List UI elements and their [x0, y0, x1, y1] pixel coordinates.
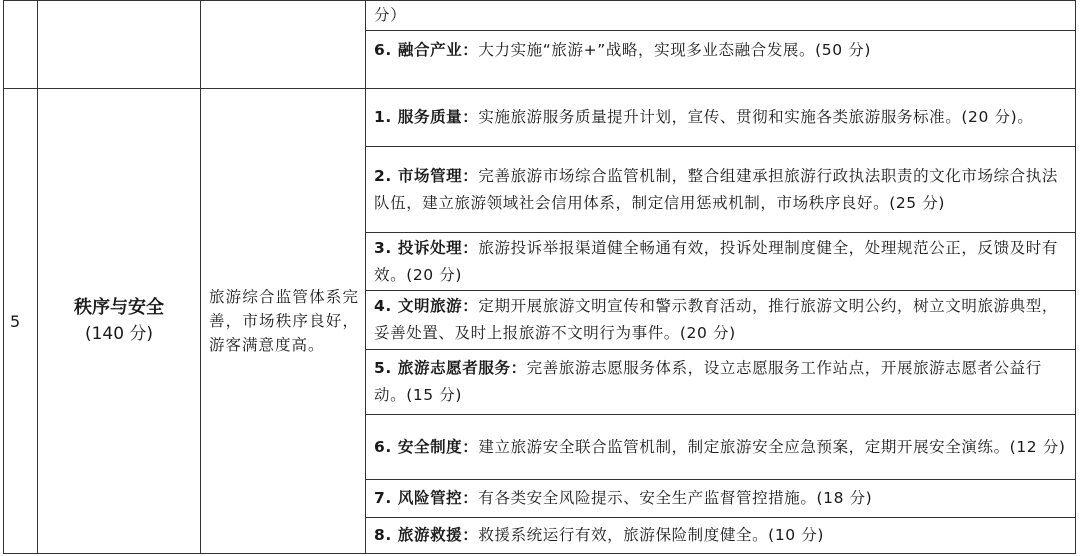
item-text: 建立旅游安全联合监管机制，制定旅游安全应急预案，定期开展安全演练。(12 分)	[478, 437, 1066, 456]
goal-cell	[201, 1, 366, 89]
item-cell	[366, 89, 1076, 147]
item-text: 完善旅游市场综合监管机制，整合组建承担旅游行政执法职责的文化市场综合执法队伍，建立旅游领域社会信用体系，制定信用惩戒机制，市场秩序良好。(25 分)	[374, 166, 1058, 212]
item-title: 5. 旅游志愿者服务：	[374, 359, 527, 377]
item-text: 救援系统运行有效，旅游保险制度健全。(10 分)	[478, 526, 825, 544]
item-cell	[366, 31, 1076, 89]
item-title: 7. 风险管控：	[374, 489, 479, 507]
category-cell	[38, 1, 201, 89]
evaluation-table	[3, 0, 1076, 554]
item-cell	[366, 415, 1076, 480]
table-row	[4, 89, 1076, 147]
item-cell	[366, 518, 1076, 554]
item-text: 完善旅游志愿服务体系，设立志愿服务工作站点，开展旅游志愿者公益行动。(15 分)	[374, 359, 1042, 404]
item-text: 大力实施“旅游+”战略，实现多业态融合发展。(50 分)	[478, 41, 871, 59]
item-title: 3. 投诉处理：	[374, 238, 479, 257]
item-title: 6. 安全制度：	[374, 437, 479, 456]
category-title: 秩序与安全	[74, 297, 164, 318]
item-text: 有各类安全风险提示、安全生产监督管控措施。(18 分)	[478, 489, 873, 507]
item-text: 旅游投诉举报渠道健全畅通有效，投诉处理制度健全，处理规范公正，反馈及时有效。(20 分)	[374, 238, 1058, 284]
table-row	[4, 1, 1076, 31]
item-text: 分）	[374, 6, 407, 24]
item-text: 定期开展旅游文明宣传和警示教育活动，推行旅游文明公约，树立文明旅游典型，妥善处置、及时上报旅游不文明行为事件。(20 分)	[374, 297, 1058, 342]
item-cell	[366, 233, 1076, 291]
category-points: (140 分)	[84, 324, 154, 344]
item-text: 实施旅游服务质量提升计划，宣传、贯彻和实施各类旅游服务标准。(20 分)。	[478, 108, 1034, 126]
item-title: 1. 服务质量：	[374, 108, 479, 126]
item-cell	[366, 480, 1076, 518]
item-cell	[366, 1, 1076, 31]
goal-text: 旅游综合监管体系完善，市场秩序良好，游客满意度高。	[201, 89, 366, 554]
section-number: 5	[4, 89, 38, 554]
category-cell	[38, 89, 201, 554]
item-cell	[366, 291, 1076, 350]
number-cell	[4, 1, 38, 89]
item-cell	[366, 147, 1076, 233]
item-title: 4. 文明旅游：	[374, 297, 479, 315]
item-title: 6. 融合产业：	[374, 41, 479, 59]
item-cell	[366, 350, 1076, 415]
item-title: 8. 旅游救援：	[374, 526, 479, 544]
item-title: 2. 市场管理：	[374, 166, 479, 185]
